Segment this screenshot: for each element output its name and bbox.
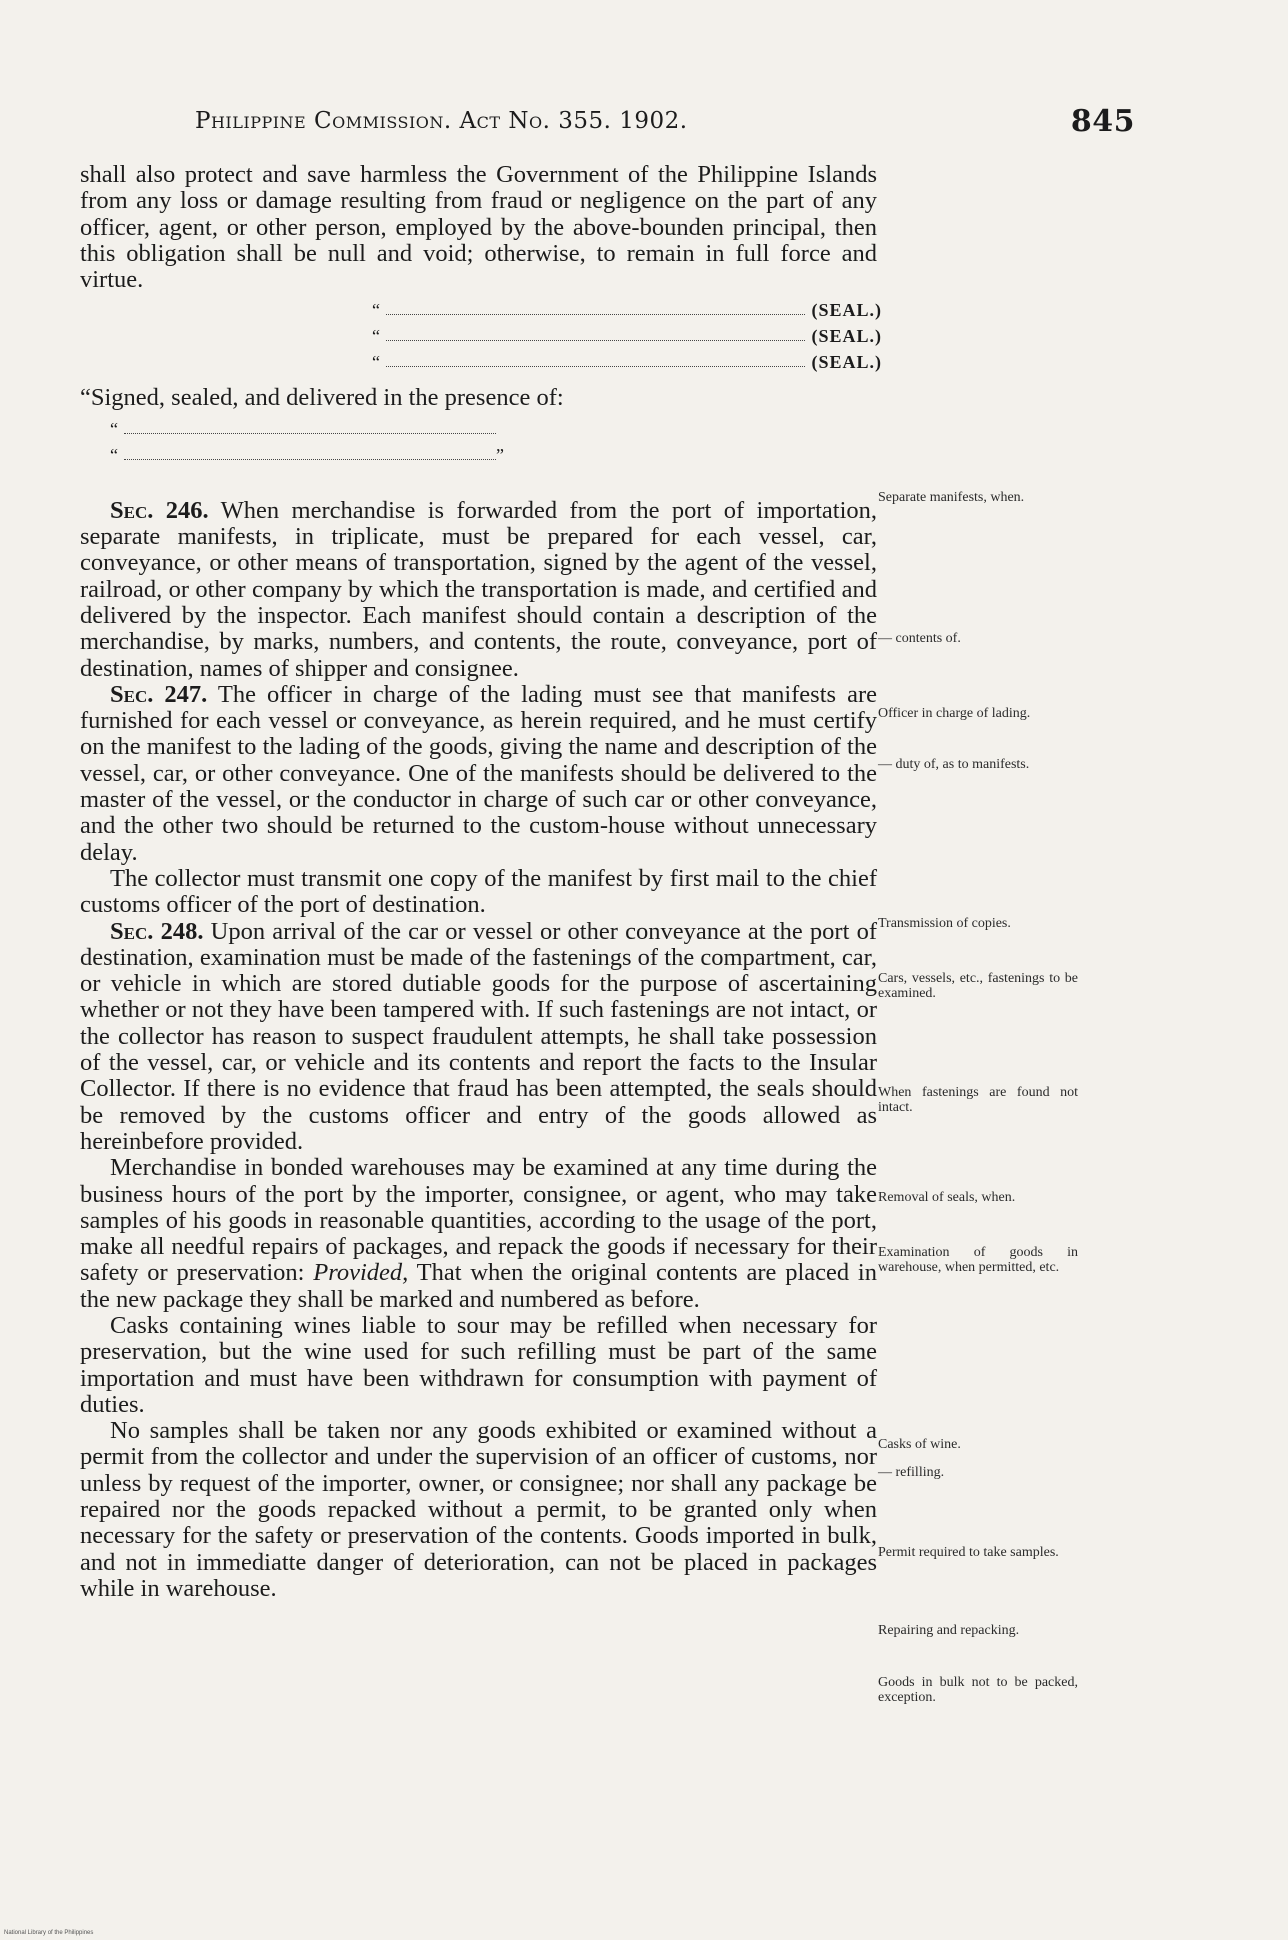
seal-line [372,297,882,323]
paragraph-text: Merchandise in bonded warehouses may be examined at any time during the business hours of the port by the importer, consignee, or agent, who may take samples of his goods in reasonable quantities, according to the usage of the port, make all needful repairs of packages, and repack the goods if necessary for their safety or preservation: [80,1154,877,1287]
margin-note: Goods in bulk not to be packed, exception. [878,1675,1078,1705]
paragraph-samples: No samples shall be taken nor any goods exhibited or examined without a permit from the collector and under the supervision of an officer of customs, nor unless by request of the importer, owner, or consignee; nor shall any package be repaired nor the goods repacked without a permit, to be granted only when necessary for the safety or preservation of the contents. Goods imported in bulk, and not in immediatte danger of deterioration, can not be placed in packages while in warehouse. [80,1417,877,1602]
seal-label: (SEAL.) [811,352,882,373]
margin-note: Examination of goods in warehouse, when permitted, etc. [878,1245,1078,1275]
witness-line [110,442,510,468]
provided-term: Provided, [313,1259,409,1287]
margin-note: Repairing and repacking. [878,1623,1020,1638]
section-label: Sec. 247. [110,680,208,708]
witness-line [110,416,510,442]
signature-intro: “Signed, sealed, and delivered in the presence of: [80,384,564,412]
section-248 [80,919,877,1156]
running-title: Philippine Commission. Act No. 355. 1902. [195,108,688,134]
intro-paragraph: shall also protect and save harmless the Government of the Philippine Islands from any loss or damage resulting from fraud or negligence on the part of any officer, agent, or other person, employed by the above-bounden principal, then this obligation shall be null and void; otherwise, to remain in full force and virtue. [80,161,877,294]
seal-label: (SEAL.) [811,326,882,347]
paragraph-text: That when the original contents are placed in the new package they shall be marked and numbered as before. [80,1259,877,1313]
section-label: Sec. 248. [110,917,204,945]
margin-note: Casks of wine. [878,1437,961,1452]
signature-dotted-line [386,366,805,367]
margin-note: Officer in charge of lading. [878,706,1031,721]
paragraph-casks: Casks containing wines liable to sour may be refilled when necessary for preservation, but the wine used for such refilling must be part of the same importation and must have been withdrawn for consumption with payment of duties. [80,1311,877,1418]
margin-note: Permit required to take samples. [878,1545,1059,1560]
main-text [80,161,882,1602]
margin-note: When fastenings are found not intact. [878,1085,1078,1115]
signature-dotted-line [386,340,805,341]
margin-note: Transmission of copies. [878,916,1011,931]
section-text: The officer in charge of the lading must see that manifests are furnished for each vessel or conveyance, as herein required, and he must certify on the manifest to the lading of the goods, giving the name and description of the vessel, car, or other conveyance. One of the manifests should be delivered to the master of the vessel, or the conductor in charge of such car or other conveyance, and the other two should be returned to the custom-house without unnecessary delay. [80,680,877,866]
close-quote: ” [496,444,504,465]
margin-notes [878,0,1088,1940]
paragraph-transmit: The collector must transmit one copy of the manifest by first mail to the chief customs officer of the port of destination. [80,864,877,919]
section-text: When merchandise is forwarded from the port of importation, separate manifests, in triplicate, must be prepared for each vessel, car, conveyance, or other means of transportation, signed by the agent of the vessel, railroad, or other company by which the transportation is made, and certified and delivered by the inspector. Each manifest should contain a description of the merchandise, by marks, numbers, and contents, the route, conveyance, port of destination, names of shipper and consignee. [80,496,877,682]
paragraph-bonded-warehouse [80,1155,877,1313]
margin-note: Removal of seals, when. [878,1190,1016,1205]
witness-dotted-line [124,459,496,460]
margin-note: Separate manifests, when. [878,490,1025,505]
witness-dotted-line [124,433,496,434]
margin-note: — contents of. [878,631,961,646]
signature-dotted-line [386,314,805,315]
open-quote: “ [110,444,118,465]
margin-note: — refilling. [878,1465,945,1480]
scan-footer: National Library of the Philippines [4,1930,94,1936]
page-number: 845 [1070,104,1135,139]
witness-block [110,416,510,468]
section-text: Upon arrival of the car or vessel or other conveyance at the port of destination, examination must be made of the fastenings of the compartment, car, or vehicle in which are stored dutiable goods for the purpose of ascertaining whether or not they have been tampered with. If such fastenings are not intact, or the collector has reason to suspect fraudulent attempts, he shall take possession of the vessel, car, or vehicle and its contents and report the facts to the Insular Collector. If there is no evidence that fraud has been attempted, the seals should be removed by the customs officer and entry of the goods allowed as hereinbefore provided. [80,917,877,1155]
section-247 [80,682,877,866]
margin-note: — duty of, as to manifests. [878,757,1030,772]
margin-note: Cars, vessels, etc., fastenings to be examined. [878,971,1078,1001]
open-quote: “ [110,418,118,439]
seal-signature-block [372,297,882,375]
open-quote: “ [372,326,380,347]
seal-label: (SEAL.) [811,300,882,321]
open-quote: “ [372,352,380,373]
seal-line [372,349,882,375]
seal-line [372,323,882,349]
open-quote: “ [372,300,380,321]
section-246 [80,498,877,682]
section-label: Sec. 246. [110,496,209,524]
